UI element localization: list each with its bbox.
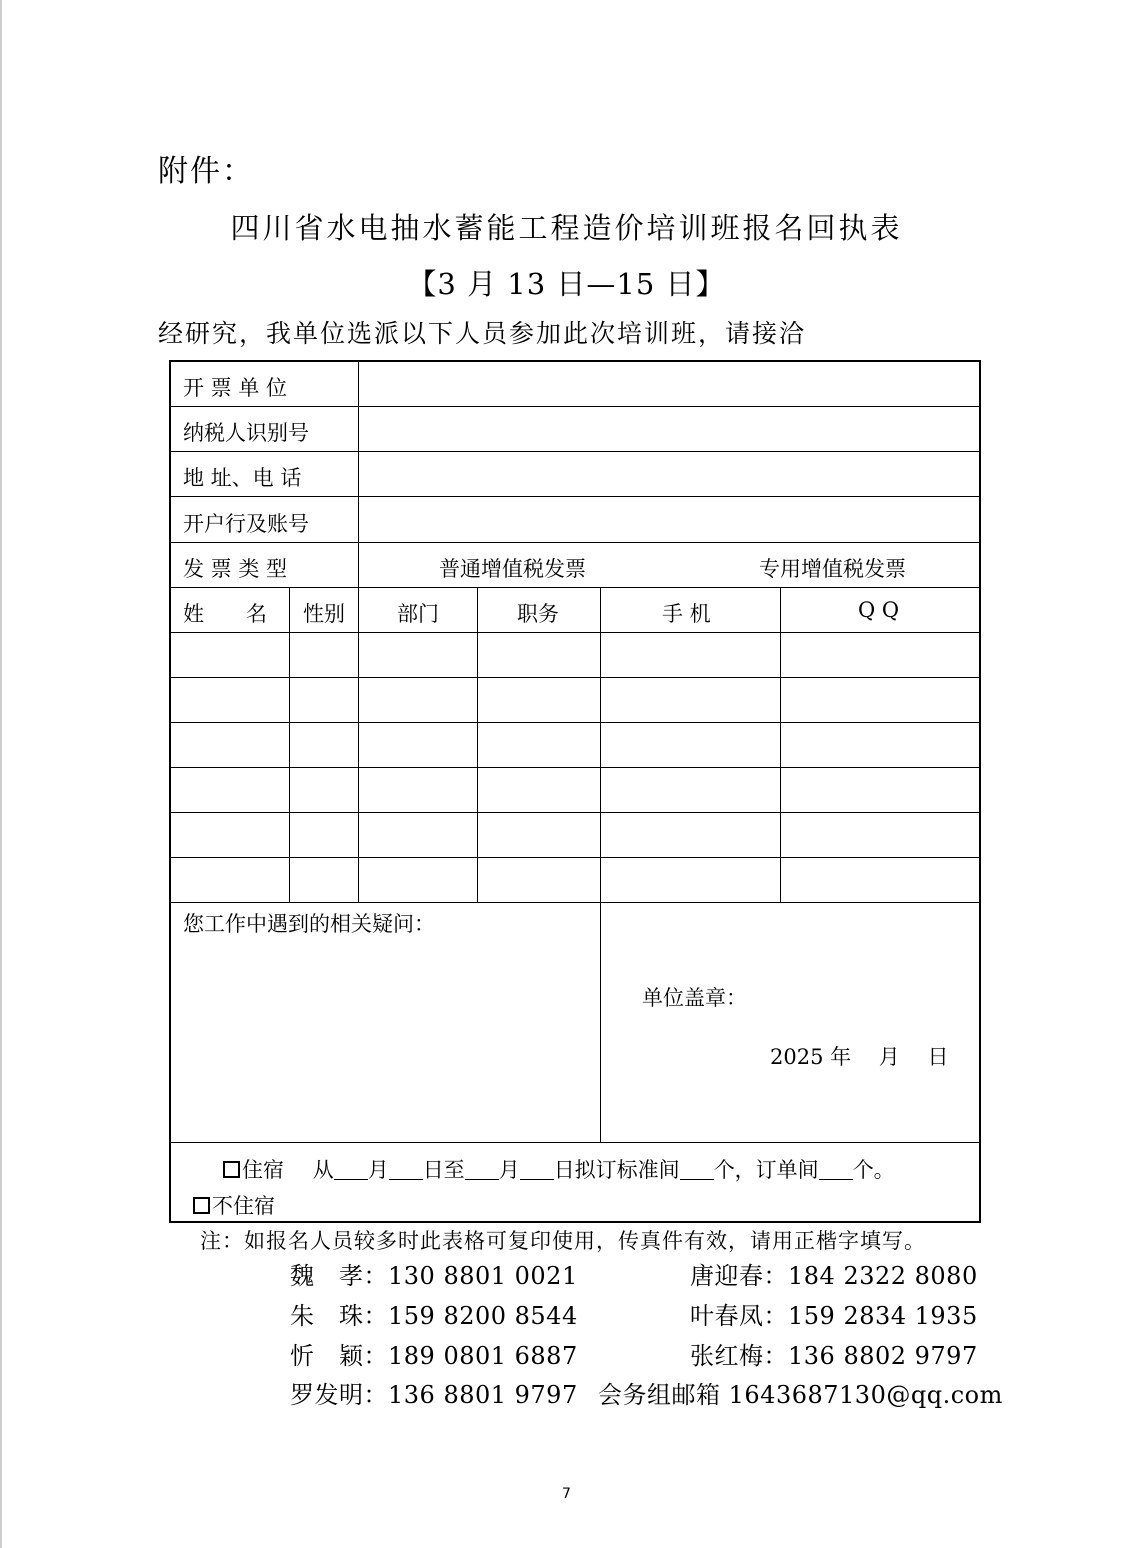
- col-header-department: 部门: [397, 602, 439, 626]
- row-divider: [171, 1142, 979, 1143]
- col-divider: [289, 587, 290, 902]
- month-label: 月: [498, 1158, 520, 1182]
- stay-label: 住宿: [242, 1158, 284, 1182]
- contact-name: 魏 孝：: [290, 1262, 388, 1290]
- contact-name: 张红梅：: [690, 1342, 788, 1370]
- questions-label: 您工作中遇到的相关疑问：: [183, 912, 435, 936]
- bank-account-label: 开户行及账号: [183, 512, 309, 536]
- page-title: 四川省水电抽水蓄能工程造价培训班报名回执表: [230, 211, 903, 245]
- col-divider: [780, 587, 781, 902]
- date-line: 2025 年 月 日: [770, 1045, 949, 1069]
- address-phone-label: 地 址、电 话: [183, 466, 302, 490]
- row-divider: [171, 767, 979, 768]
- contact-phone: 159 8200 8544: [388, 1302, 578, 1330]
- col-divider: [600, 587, 601, 1142]
- col-header-qq: Q Q: [858, 598, 900, 622]
- invoice-type-label: 发 票 类 型: [183, 557, 288, 581]
- blank-field[interactable]: [389, 1161, 423, 1180]
- contact-phone: 184 2322 8080: [788, 1262, 978, 1290]
- contact-name: 忻 颖：: [290, 1342, 388, 1370]
- invoice-option-normal: 普通增值税发票: [439, 557, 586, 581]
- count-end-label: 个。: [852, 1158, 895, 1182]
- blank-field[interactable]: [465, 1161, 499, 1180]
- contact-name: 唐迎春：: [690, 1262, 788, 1290]
- no-stay-row: [193, 1190, 275, 1220]
- col-header-mobile: 手 机: [662, 602, 711, 626]
- contact-phone: 189 0801 6887: [388, 1342, 578, 1370]
- row-divider: [171, 722, 979, 723]
- blank-field[interactable]: [819, 1161, 853, 1180]
- contact-entry: [290, 1256, 578, 1291]
- col-header-gender: 性别: [303, 602, 345, 626]
- contact-entry: [290, 1336, 578, 1371]
- month-label: 月: [367, 1158, 389, 1182]
- email-entry: [598, 1375, 1003, 1410]
- col-divider: [358, 362, 359, 587]
- row-divider: [171, 406, 979, 407]
- contact-entry: [690, 1296, 978, 1331]
- row-divider: [171, 451, 979, 452]
- row-divider: [171, 857, 979, 858]
- contact-name: 朱 珠：: [290, 1302, 388, 1330]
- contact-phone: 136 8802 9797: [788, 1342, 978, 1370]
- invoice-unit-label: 开 票 单 位: [183, 376, 288, 400]
- from-label: 从: [312, 1158, 334, 1182]
- row-divider: [171, 496, 979, 497]
- count-single-label: 个，订单间: [713, 1158, 819, 1182]
- contact-entry: [290, 1375, 578, 1410]
- blank-field[interactable]: [680, 1161, 714, 1180]
- page-number: 7: [562, 1486, 571, 1502]
- footnote: 注：如报名人员较多时此表格可复印使用，传真件有效，请用正楷字填写。: [200, 1229, 926, 1253]
- lodging-row: [223, 1154, 895, 1184]
- blank-field[interactable]: [520, 1161, 554, 1180]
- contact-entry: [290, 1296, 578, 1331]
- day-plan-label: 日拟订标准间: [553, 1158, 680, 1182]
- row-divider: [171, 587, 979, 588]
- contact-phone: 159 2834 1935: [788, 1302, 978, 1330]
- invoice-option-special: 专用增值税发票: [759, 557, 906, 581]
- row-divider: [171, 812, 979, 813]
- col-header-name: 姓 名: [183, 602, 267, 626]
- contact-phone: 136 8801 9797: [388, 1381, 578, 1409]
- taxpayer-id-label: 纳税人识别号: [183, 421, 309, 445]
- col-header-position: 职务: [517, 602, 559, 626]
- stay-checkbox[interactable]: [223, 1161, 240, 1178]
- col-divider: [477, 587, 478, 902]
- row-divider: [171, 542, 979, 543]
- blank-field[interactable]: [334, 1161, 368, 1180]
- email-label: 会务组邮箱: [598, 1381, 721, 1409]
- day-to-label: 日至: [422, 1158, 465, 1182]
- attachment-label: 附件：: [158, 154, 254, 189]
- row-divider: [171, 677, 979, 678]
- row-divider: [171, 902, 979, 903]
- date-range: 【3 月 13 日—15 日】: [407, 267, 726, 301]
- row-divider: [171, 632, 979, 633]
- contact-entry: [690, 1336, 978, 1371]
- no-stay-checkbox[interactable]: [193, 1197, 210, 1214]
- email-address[interactable]: 1643687130@qq.com: [728, 1381, 1003, 1409]
- col-divider: [358, 587, 359, 902]
- contact-name: 叶春凤：: [690, 1302, 788, 1330]
- contact-phone: 130 8801 0021: [388, 1262, 578, 1290]
- stamp-label: 单位盖章：: [642, 986, 747, 1010]
- registration-form: [169, 360, 981, 1223]
- no-stay-label: 不住宿: [212, 1194, 275, 1218]
- contact-name: 罗发明：: [290, 1381, 388, 1409]
- contact-entry: [690, 1256, 978, 1291]
- intro-text: 经研究，我单位选派以下人员参加此次培训班，请接洽: [158, 319, 807, 348]
